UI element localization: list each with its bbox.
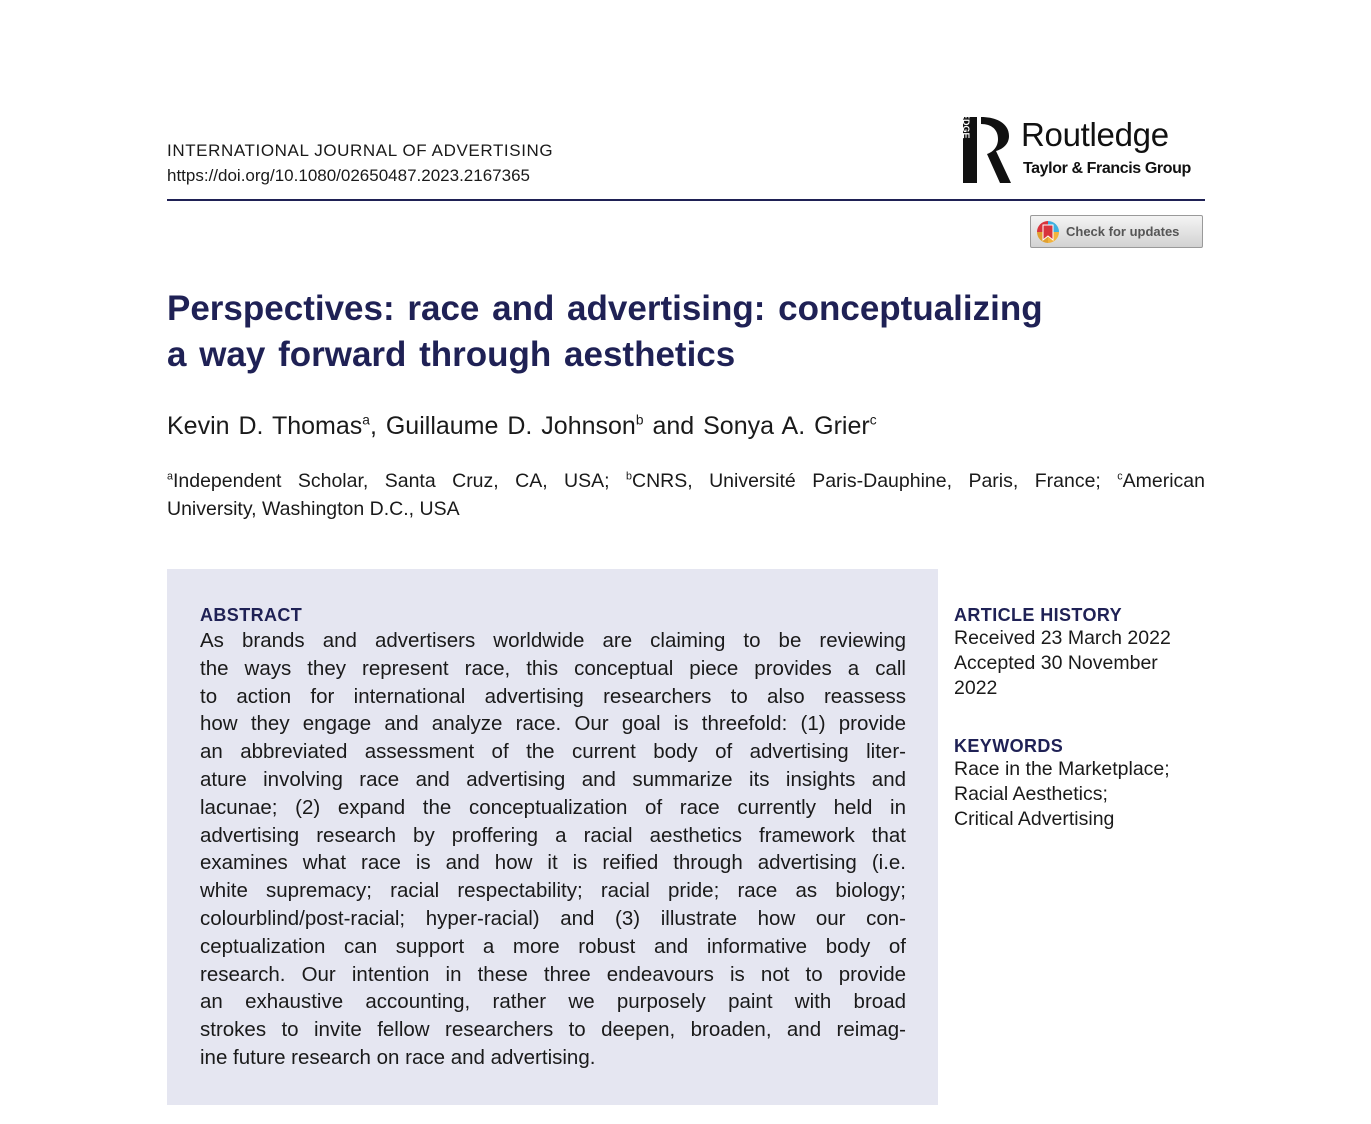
abstract-line: ature involving race and advertising and summarize its insights and: [200, 767, 906, 791]
abstract-line: an exhaustive accounting, rather we purposely paint with broad: [200, 990, 906, 1014]
keywords: [954, 736, 1214, 832]
title-line-1: Perspectives: race and advertising: conceptualizing: [167, 289, 1043, 328]
logo-vertical-text: ROUTLEDGE: [961, 82, 971, 139]
history-line: Accepted 30 November: [954, 652, 1158, 674]
abstract-text: [200, 627, 906, 1072]
abstract-line: research. Our intention in these three endeavours is not to provide: [200, 962, 906, 986]
publisher-name: Routledge: [1021, 116, 1169, 153]
author-connector: and: [652, 412, 695, 440]
author-name: Sonya A. Grier: [703, 412, 870, 440]
doi-link[interactable]: https://doi.org/10.1080/02650487.2023.2167365: [167, 166, 530, 185]
affiliation-mark: a: [167, 470, 173, 483]
abstract-line: ine future research on race and advertising.: [200, 1045, 596, 1069]
keyword-item[interactable]: Race in the Marketplace;: [954, 758, 1170, 780]
affiliation-mark: b: [626, 470, 632, 483]
keyword-item[interactable]: Racial Aesthetics;: [954, 783, 1108, 805]
article-title: [167, 286, 1167, 378]
history-line: 2022: [954, 677, 998, 699]
affiliation-a: Independent Scholar, Santa Cruz, CA, USA;: [172, 470, 610, 492]
abstract-heading: ABSTRACT: [200, 605, 303, 625]
abstract-line: lacunae; (2) expand the conceptualization of race currently held in: [200, 795, 906, 819]
check-for-updates-button[interactable]: [1030, 215, 1203, 248]
affiliation-b: CNRS, Université Paris-Dauphine, Paris, France;: [631, 470, 1101, 492]
journal-name: INTERNATIONAL JOURNAL OF ADVERTISING: [167, 141, 554, 160]
abstract-line: ceptualization can support a more robust and informative body of: [200, 934, 906, 958]
abstract-line: how they engage and analyze race. Our goal is threefold: (1) provide: [200, 712, 906, 736]
abstract-line: white supremacy; racial respectability; racial pride; race as biology;: [200, 879, 906, 903]
history-line: Received 23 March 2022: [954, 627, 1171, 649]
abstract-line: an abbreviated assessment of the current body of advertising liter-: [200, 740, 906, 764]
author-affiliation-mark: a: [362, 412, 370, 428]
abstract-line: strokes to invite fellow researchers to deepen, broaden, and reimag-: [200, 1018, 906, 1042]
author-name: Guillaume D. Johnson: [385, 412, 636, 440]
abstract-line: to action for international advertising researchers to also reassess: [200, 684, 906, 708]
affiliation-c-start: American: [1122, 470, 1206, 492]
author-affiliation-mark: c: [869, 412, 877, 428]
abstract-line: examines what race is and how it is reified through advertising (i.e.: [200, 851, 906, 875]
author-name: Kevin D. Thomas: [167, 412, 363, 440]
author-affiliation-mark: b: [635, 412, 644, 428]
abstract-box: [167, 569, 938, 1105]
crossmark-icon: [1036, 220, 1060, 244]
publisher-logo: [961, 82, 1208, 186]
keyword-item[interactable]: Critical Advertising: [954, 808, 1115, 830]
check-for-updates-label: Check for updates: [1066, 224, 1180, 239]
header-divider: [167, 199, 1205, 201]
affiliation-line-2: University, Washington D.C., USA: [167, 498, 460, 520]
routledge-logo-icon: [961, 82, 1015, 186]
affiliations: [167, 467, 1205, 523]
title-line-2: a way forward through aesthetics: [167, 335, 736, 374]
abstract-line: As brands and advertisers worldwide are claiming to be reviewing: [200, 629, 906, 652]
article-history-heading: ARTICLE HISTORY: [954, 605, 1123, 625]
keywords-heading: KEYWORDS: [954, 736, 1064, 756]
abstract-line: the ways they represent race, this conceptual piece provides a call: [200, 656, 906, 680]
abstract-line: advertising research by proffering a racial aesthetics framework that: [200, 823, 906, 847]
article-history: [954, 605, 1214, 701]
affiliation-mark: c: [1117, 470, 1123, 483]
affiliation-line-1: [167, 467, 1205, 495]
abstract-line: colourblind/post-racial; hyper-racial) and (3) illustrate how our con-: [200, 906, 906, 930]
author-list: Kevin D. Thomas$^a$, Guillaume D. Johnson$^b$ and Sonya A. Grier$^c$: [167, 412, 877, 440]
publisher-group: Taylor & Francis Group: [1023, 160, 1191, 177]
